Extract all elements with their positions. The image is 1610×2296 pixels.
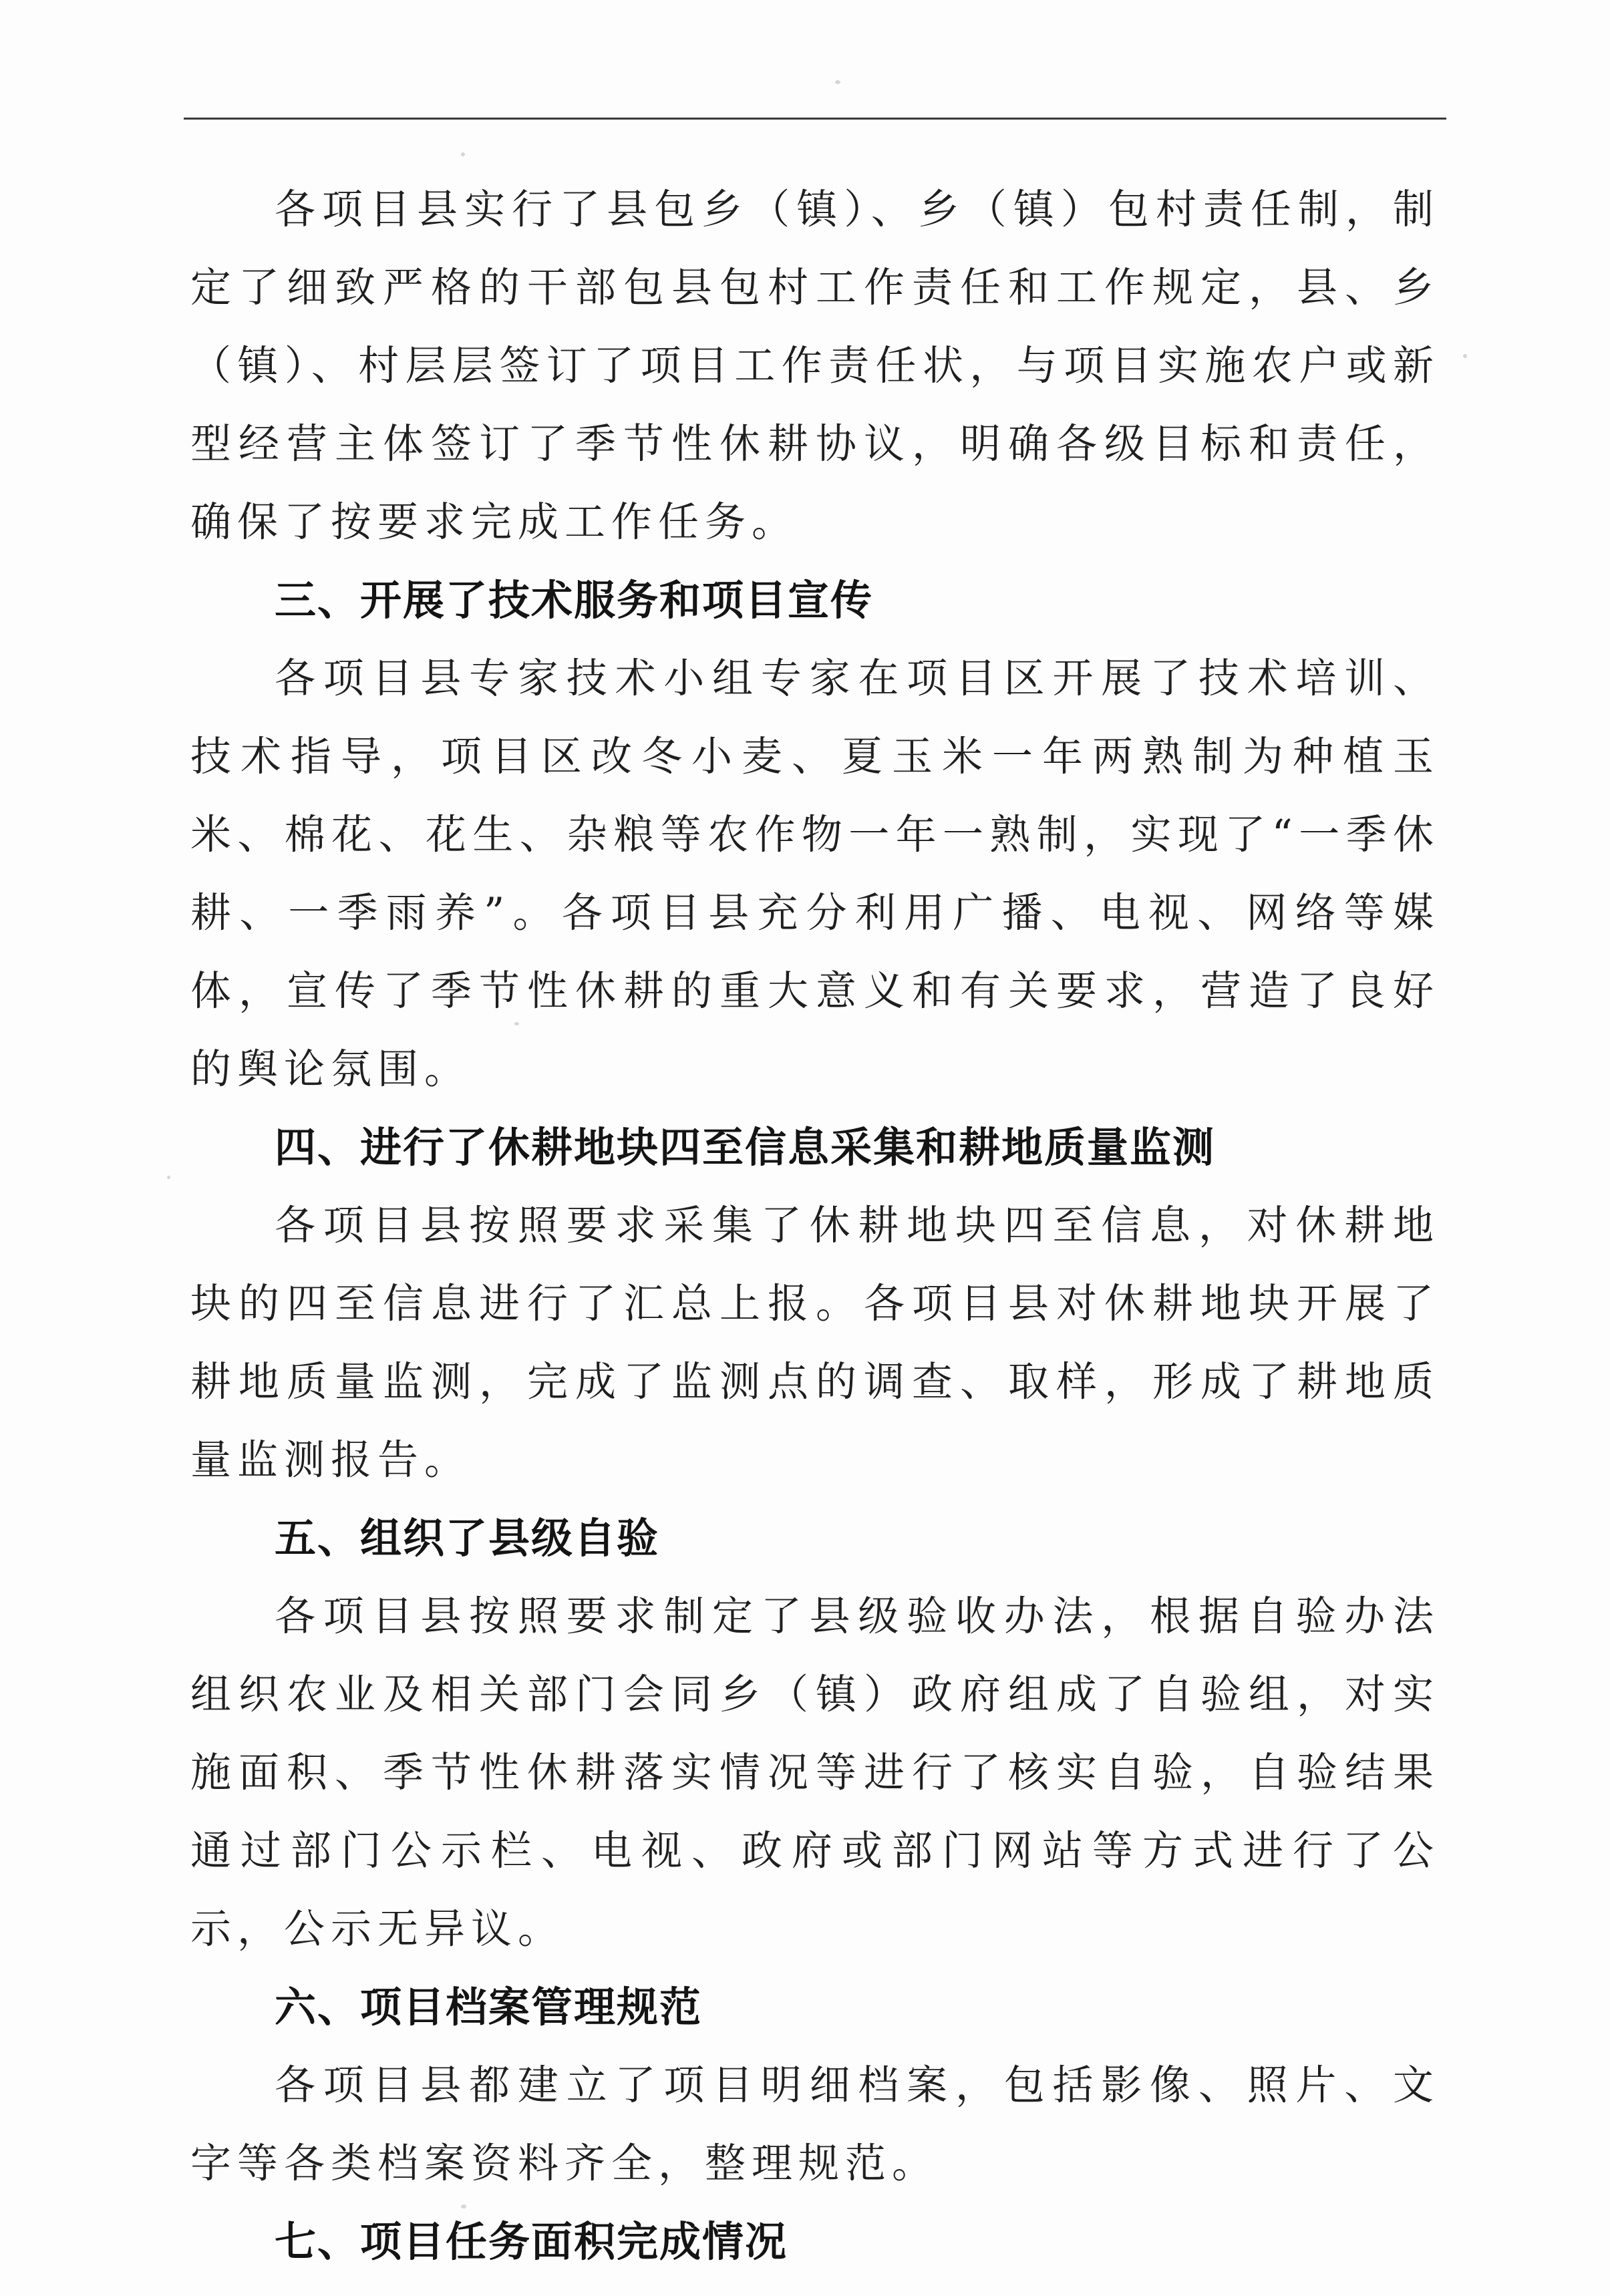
scan-speck	[461, 152, 465, 156]
heading-archive-management: 六、项目档案管理规范	[275, 1983, 703, 2031]
header-rule	[184, 118, 1446, 120]
scan-speck	[1463, 354, 1467, 358]
scan-speck	[835, 80, 840, 84]
heading-self-inspection: 五、组织了县级自验	[275, 1514, 660, 1563]
paragraph-info-collection: 各项目县按照要求采集了休耕地块四至信息，对休耕地块的四至信息进行了汇总上报。各项目县对休耕地块开展了耕地质量监测，完成了监测点的调查、取样，形成了耕地质量监测报告。	[190, 1202, 1440, 1484]
scan-speck	[167, 1176, 170, 1179]
paragraph-self-inspection: 各项目县按照要求制定了县级验收办法，根据自验办法组织农业及相关部门会同乡（镇）政府组成了自验组，对实施面积、季节性休耕落实情况等进行了核实自验，自验结果通过部门公示栏、电视、政府或部门网站等方式进行了公示，公示无异议。	[190, 1593, 1440, 1953]
paragraph-tech-service: 各项目县专家技术小组专家在项目区开展了技术培训、技术指导，项目区改冬小麦、夏玉米一年两熟制为种植玉米、棉花、花生、杂粮等农作物一年一熟制，实现了“一季休耕、一季雨养”。各项目县充分利用广播、电视、网络等媒体，宣传了季节性休耕的重大意义和有关要求，营造了良好的舆论氛围。	[190, 655, 1440, 1093]
document-body	[190, 170, 1440, 2281]
heading-info-collection: 四、进行了休耕地块四至信息采集和耕地质量监测	[275, 1123, 1216, 1172]
heading-tech-service: 三、开展了技术服务和项目宣传	[275, 576, 874, 625]
paragraph-archive-management: 各项目县都建立了项目明细档案，包括影像、照片、文字等各类档案资料齐全，整理规范。	[190, 2062, 1440, 2187]
heading-task-completion: 七、项目任务面积完成情况	[275, 2217, 788, 2266]
paragraph-responsibility: 各项目县实行了县包乡（镇）、乡（镇）包村责任制，制定了细致严格的干部包县包村工作责任和工作规定，县、乡（镇）、村层层签订了项目工作责任状，与项目实施农户或新型经营主体签订了季节性休耕协议，明确各级目标和责任，确保了按要求完成工作任务。	[190, 186, 1440, 546]
